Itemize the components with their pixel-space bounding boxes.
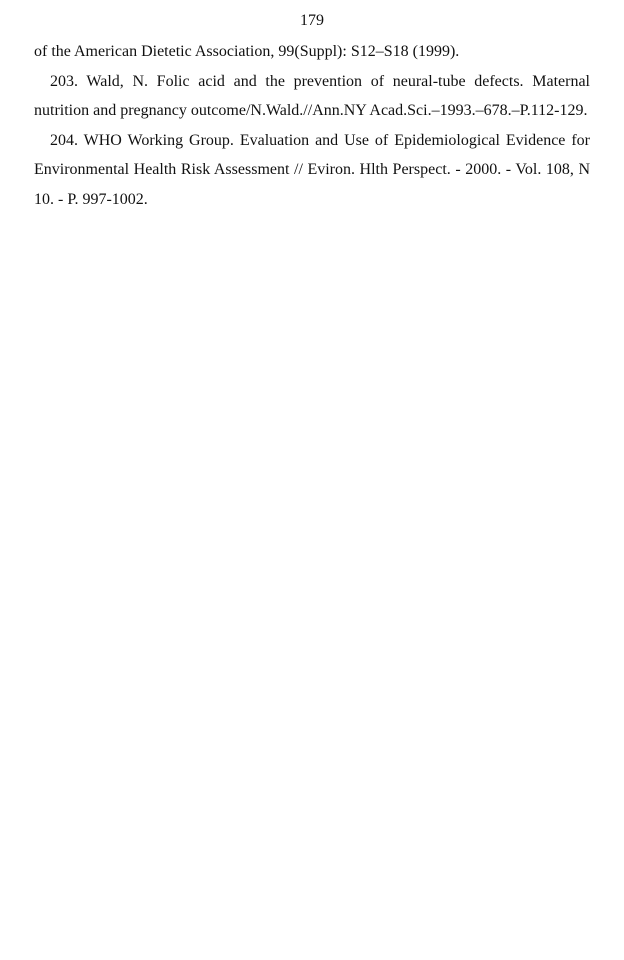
reference-203: 203. Wald, N. Folic acid and the prevention of neural-tube defects. Maternal nutrition and pregnancy outcome/N.Wald.//Ann.NY Acad.Sci.–1993.–678.–P.112-129. bbox=[34, 72, 590, 119]
page-number: 179 bbox=[300, 12, 324, 29]
reference-204: 204. WHO Working Group. Evaluation and Use of Epidemiological Evidence for Environmental Health Risk Assessment // Eviron. Hlth Perspect. - 2000. - Vol. 108, N 10. - P. 997-1002. bbox=[34, 131, 590, 208]
reference-list bbox=[34, 37, 590, 214]
reference-continuation: of the American Dietetic Association, 99(Suppl): S12–S18 (1999). bbox=[34, 43, 460, 60]
